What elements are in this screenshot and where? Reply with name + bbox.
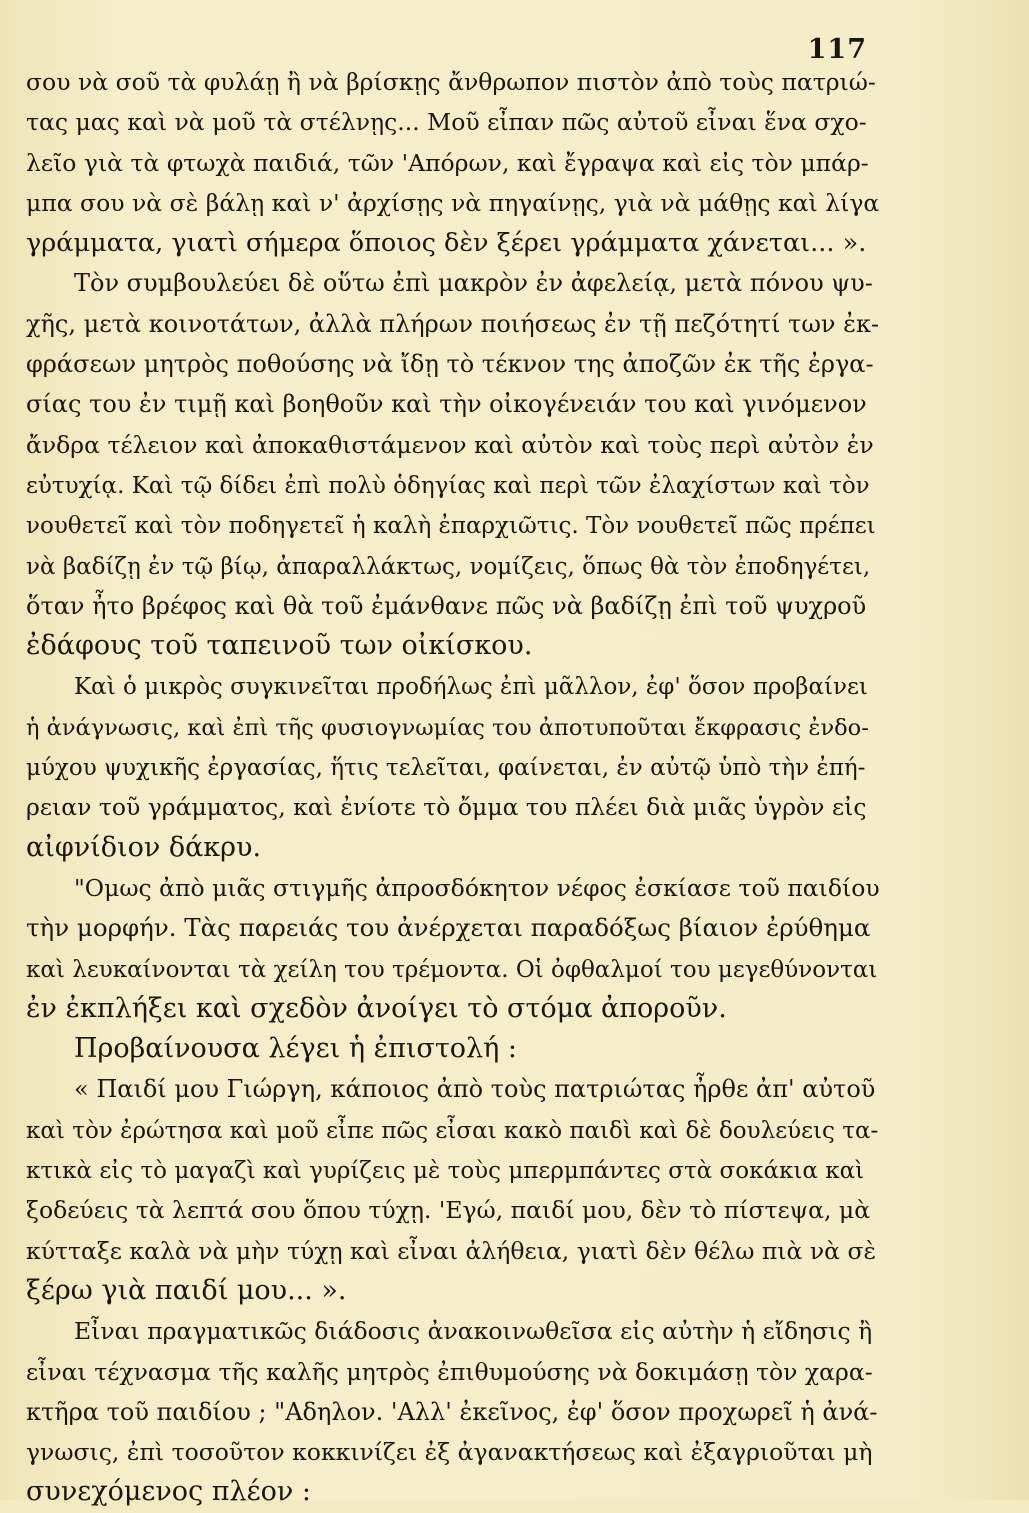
text-line: ἄνδρα τέλειον καὶ ἀποκαθιστάμενον καὶ αὐτὸν καὶ τοὺς περὶ αὐτὸν ἐν (26, 430, 874, 459)
text-line: γράμματα, γιατὶ σήμερα ὅποιος δὲν ξέρει γράμματα χάνεται... ». (26, 228, 867, 259)
text-line: Προβαίνουσα λέγει ἡ ἐπιστολή : (74, 1033, 517, 1065)
text-line: συνεχόμενος πλέον : (26, 1476, 311, 1508)
text-line: μύχου ψυχικῆς ἐργασίας, ἥτις τελεῖται, φαίνεται, ἐν αὐτῷ ὑπὸ τὴν ἐπή- (26, 755, 866, 782)
text-line: νὰ βαδίζῃ ἐν τῷ βίῳ, ἀπαραλλάκτως, νομίζεις, ὅπως θὰ τὸν ἐποδηγέτει, (26, 553, 871, 580)
text-line: Τὸν συμβουλεύει δὲ οὕτω ἐπὶ μακρὸν ἐν ἀφελείᾳ, μετὰ πόνου ψυ- (74, 269, 873, 298)
text-line: ξέρω γιὰ παιδί μου... ». (26, 1274, 347, 1306)
text-line: τας μας καὶ νὰ μοῦ τὰ στέλνῃς... Μοῦ εἶπαν πῶς αὐτοῦ εἶναι ἕνα σχο- (26, 108, 867, 137)
text-line: Εἶναι πραγματικῶς διάδοσις ἀνακοινωθεῖσα εἰς αὐτὴν ἡ εἴδησις ἢ (74, 1317, 873, 1346)
text-line: κτικὰ εἰς τὸ μαγαζὶ καὶ γυρίζεις μὲ τοὺς μπερμπάντες στὰ σοκάκια καὶ (26, 1158, 865, 1185)
text-line: ἡ ἀνάγνωσις, καὶ ἐπὶ τῆς φυσιογνωμίας του ἀποτυποῦται ἔκφρασις ἐνδο- (26, 714, 869, 741)
text-line: γνωσις, ἐπὶ τοσοῦτον κοκκινίζει ἐξ ἀγανακτήσεως καὶ ἐξαγριοῦται μὴ (26, 1438, 873, 1467)
text-line: ἐν ἐκπλήξει καὶ σχεδὸν ἀνοίγει τὸ στόμα ἀποροῦν. (26, 992, 727, 1024)
text-line: σίας του ἐν τιμῇ καὶ βοηθοῦν καὶ τὴν οἰκογένειάν του καὶ γινόμενον (26, 390, 867, 419)
text-line: φράσεων μητρὸς ποθούσης νὰ ἴδῃ τὸ τέκνον της ἀποζῶν ἐκ τῆς ἐργα- (26, 350, 874, 379)
text-line: Καὶ ὁ μικρὸς συγκινεῖται προδήλως ἐπὶ μᾶλλον, ἐφ' ὅσον προβαίνει (74, 674, 868, 701)
text-line: κτῆρα τοῦ παιδίου ; "Αδηλον. 'Αλλ' ἐκεῖνος, ἐφ' ὅσον προχωρεῖ ἡ ἀνά- (26, 1397, 878, 1426)
text-line: χῆς, μετὰ κοινοτάτων, ἀλλὰ πλήρων ποιήσεως ἐν τῇ πεζότητί των ἐκ- (26, 309, 880, 338)
text-line: καὶ λευκαίνονται τὰ χείλη του τρέμοντα. Οἱ ὀφθαλμοί του μεγεθύνονται (26, 956, 878, 983)
text-line: καὶ τὸν ἐρώτησα καὶ μοῦ εἶπε πῶς εἶσαι κακὸ παιδὶ καὶ δὲ δουλεύεις τα- (26, 1117, 879, 1144)
text-line: ξοδεύεις τὰ λεπτά σου ὅπου τύχῃ. 'Εγώ, παιδί μου, δὲν τὸ πίστεψα, μὰ (26, 1196, 871, 1225)
page-number: 117 (807, 34, 867, 65)
text-line: μπα σου νὰ σὲ βάλῃ καὶ ν' ἀρχίσῃς νὰ πηγαίνῃς, γιὰ νὰ μάθῃς καὶ λίγα (26, 188, 880, 217)
text-line: ὅταν ἦτο βρέφος καὶ θὰ τοῦ ἐμάνθανε πῶς νὰ βαδίζῃ ἐπὶ τοῦ ψυχροῦ (26, 591, 867, 620)
text-line: "Ομως ἀπὸ μιᾶς στιγμῆς ἀπροσδόκητον νέφος ἐσκίασε τοῦ παιδίου (74, 873, 880, 902)
text-line: τὴν μορφήν. Τὰς παρειάς του ἀνέρχεται παραδόξως βίαιον ἐρύθημα (26, 913, 871, 943)
text-line: « Παιδί μου Γιώργη, κάποιος ἀπὸ τοὺς πατριώτας ἦρθε ἀπ' αὐτοῦ (74, 1075, 876, 1104)
text-line: ρειαν τοῦ γράμματος, καὶ ἐνίοτε τὸ ὄμμα του πλέει διὰ μιᾶς ὑγρὸν εἰς (26, 793, 867, 822)
text-line: εἶναι τέχνασμα τῆς καλῆς μητρὸς ἐπιθυμούσης νὰ δοκιμάσῃ τὸν χαρα- (26, 1357, 873, 1386)
text-line: νουθετεῖ καὶ τὸν ποδηγετεῖ ἡ καλὴ ἐπαρχιῶτις. Τὸν νουθετεῖ πῶς πρέπει (26, 513, 876, 540)
text-line: σου νὰ σοῦ τὰ φυλάῃ ἢ νὰ βρίσκῃς ἄνθρωπον πιστὸν ἀπὸ τοὺς πατριώ- (26, 68, 876, 96)
text-line: ἐδάφους τοῦ ταπεινοῦ των οἰκίσκου. (26, 630, 533, 662)
body-text (26, 62, 882, 1513)
text-line: αἰφνίδιον δάκρυ. (26, 831, 262, 863)
text-line: λεῖο γιὰ τὰ φτωχὰ παιδιά, τῶν 'Απόρων, καὶ ἔγραψα καὶ εἰς τὸν μπάρ- (26, 148, 869, 177)
text-line: κύτταξε καλὰ νὰ μὴν τύχῃ καὶ εἶναι ἀλήθεια, γιατὶ δὲν θέλω πιὰ νὰ σὲ (26, 1236, 877, 1265)
text-line: εὐτυχίᾳ. Καὶ τῷ δίδει ἐπὶ πολὺ ὁδηγίας καὶ περὶ τῶν ἐλαχίστων καὶ τὸν (26, 472, 870, 499)
